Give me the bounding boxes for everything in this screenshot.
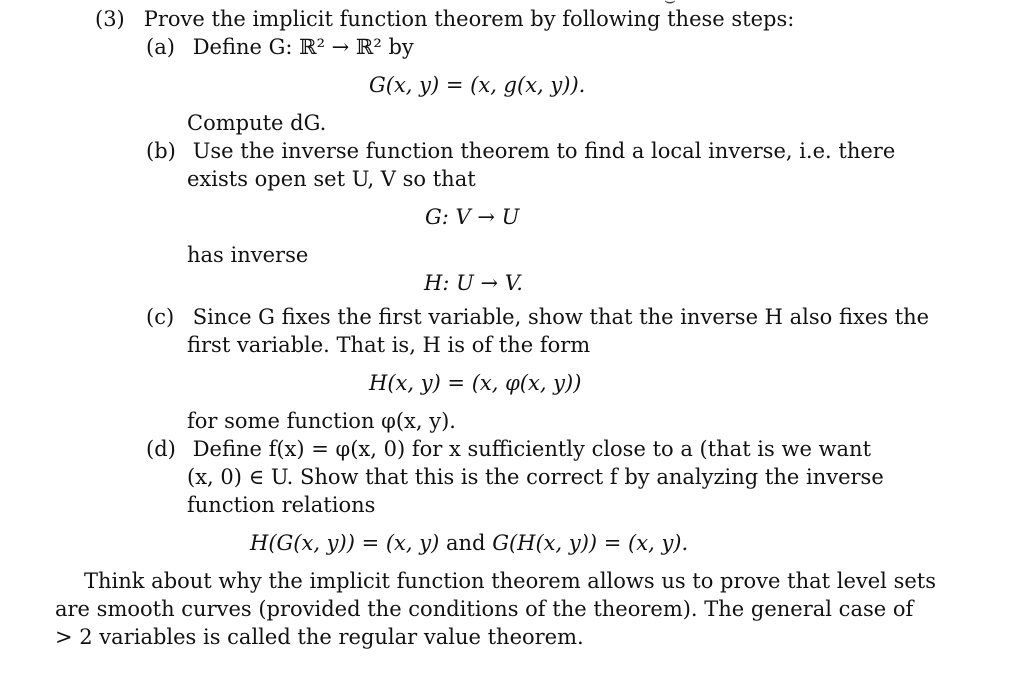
part-b-line1 <box>146 138 895 164</box>
part-d-line1 <box>146 436 871 462</box>
part-c-text1: Since G fixes the first variable, show that the inverse H also fixes the <box>192 305 930 329</box>
part-a-label: (a) <box>146 35 175 59</box>
part-a-line1 <box>146 34 414 60</box>
part-d-equation-left: H(G(x, y)) = (x, y) <box>250 531 440 555</box>
closing-line1: Think about why the implicit function theorem allows us to prove that level sets <box>84 569 936 593</box>
cut-off-text-fragment: ⌣ <box>664 0 676 11</box>
problem-intro: Prove the implicit function theorem by following these steps: <box>143 7 795 31</box>
part-b-line2: exists open set U, V so that <box>187 167 476 191</box>
problem-heading <box>95 6 794 32</box>
part-d-text1: Define f(x) = φ(x, 0) for x sufficiently close to a (that is we want <box>192 437 872 461</box>
part-d-equation-right: G(H(x, y)) = (x, y). <box>492 531 689 555</box>
problem-number: (3) <box>95 7 125 31</box>
part-d-equation <box>250 530 688 556</box>
closing-line2: are smooth curves (provided the conditions of the theorem). The general case of <box>55 597 914 621</box>
part-b-label: (b) <box>146 139 176 163</box>
part-b-equation1: G: V → U <box>425 205 520 229</box>
part-c-equation: H(x, y) = (x, φ(x, y)) <box>369 371 582 395</box>
part-d-line2: (x, 0) ∈ U. Show that this is the correct f by analyzing the inverse <box>187 465 884 489</box>
part-d-equation-and: and <box>446 531 486 555</box>
part-a-text: Define G: ℝ² → ℝ² by <box>192 35 414 59</box>
part-d-line3: function relations <box>187 493 376 517</box>
part-a-equation: G(x, y) = (x, g(x, y)). <box>369 73 586 97</box>
part-c-after: for some function φ(x, y). <box>187 409 456 433</box>
part-a-compute: Compute dG. <box>187 111 327 135</box>
part-c-label: (c) <box>146 305 175 329</box>
part-c-line2: first variable. That is, H is of the form <box>187 333 591 357</box>
part-b-equation2: H: U → V. <box>424 271 523 295</box>
part-d-label: (d) <box>146 437 176 461</box>
closing-line3: > 2 variables is called the regular value theorem. <box>55 625 584 649</box>
part-b-has-inverse: has inverse <box>187 243 309 267</box>
part-c-line1 <box>146 304 929 330</box>
part-b-text1: Use the inverse function theorem to find a local inverse, i.e. there <box>192 139 896 163</box>
